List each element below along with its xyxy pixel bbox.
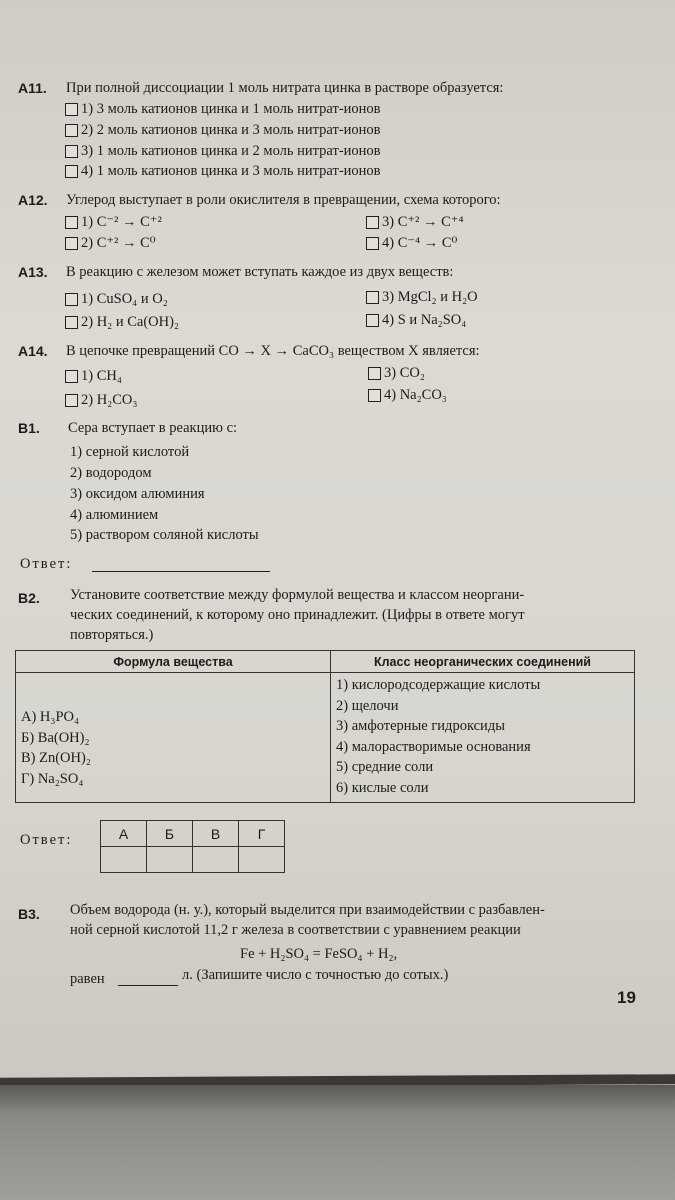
question-number: А14. bbox=[18, 343, 48, 359]
question-text: При полной диссоциации 1 моль нитрата цинка в растворе образуется: bbox=[66, 80, 504, 96]
checkbox[interactable] bbox=[65, 394, 78, 407]
page-number: 19 bbox=[617, 988, 636, 1007]
checkbox[interactable] bbox=[65, 316, 78, 329]
answer-field[interactable] bbox=[92, 556, 270, 572]
answer-field[interactable] bbox=[118, 970, 178, 986]
answer-grid-cell[interactable] bbox=[147, 847, 193, 873]
question-text-line: ческих соединений, к которому оно принадлежит. (Цифры в ответе могут bbox=[70, 607, 525, 623]
question-number: В3. bbox=[18, 906, 40, 922]
question-number: А11. bbox=[18, 80, 47, 96]
list-item: 1) серной кислотой bbox=[70, 444, 190, 460]
checkbox[interactable] bbox=[65, 216, 78, 229]
answer-option[interactable] bbox=[65, 313, 179, 332]
option-label: 2) 2 моль катионов цинка и 3 моль нитрат-ионов bbox=[81, 122, 381, 138]
answer-option[interactable] bbox=[65, 213, 162, 232]
option-label: 3) 1 моль катионов цинка и 2 моль нитрат-ионов bbox=[81, 143, 381, 159]
answer-option[interactable] bbox=[65, 234, 156, 253]
question-number: В2. bbox=[18, 590, 40, 606]
checkbox[interactable] bbox=[368, 389, 381, 402]
class-item: 5) средние соли bbox=[336, 759, 434, 775]
class-item: 3) амфотерные гидроксиды bbox=[336, 718, 505, 734]
answer-label: Ответ: bbox=[20, 556, 73, 572]
option-label: 4) S и Na₂SO₄ bbox=[382, 312, 467, 328]
checkbox[interactable] bbox=[366, 291, 379, 304]
option-label: 2) C⁺² → C⁰ bbox=[81, 235, 156, 251]
question-text-line: ной серной кислотой 11,2 г железа в соответствии с уравнением реакции bbox=[70, 922, 521, 938]
formula-item: А) H₃PO₄ bbox=[21, 709, 80, 725]
answer-option[interactable] bbox=[65, 142, 381, 161]
answer-grid-cell[interactable] bbox=[239, 847, 285, 873]
answer-grid-cell[interactable] bbox=[193, 847, 239, 873]
option-label: 1) 3 моль катионов цинка и 1 моль нитрат-ионов bbox=[81, 101, 381, 117]
checkbox[interactable] bbox=[65, 145, 78, 158]
class-item: 4) малорастворимые основания bbox=[336, 738, 531, 755]
checkbox[interactable] bbox=[65, 293, 78, 306]
question-text-line: повторяться.) bbox=[70, 627, 154, 643]
answer-option[interactable] bbox=[366, 288, 478, 307]
option-label: 3) MgCl₂ и H₂O bbox=[382, 289, 478, 305]
answer-option[interactable] bbox=[368, 364, 425, 383]
checkbox[interactable] bbox=[366, 314, 379, 327]
list-item: 3) оксидом алюминия bbox=[70, 486, 205, 502]
background-surface bbox=[0, 1085, 675, 1200]
checkbox[interactable] bbox=[366, 237, 379, 250]
reaction-equation: Fe + H₂SO₄ = FeSO₄ + H₂, bbox=[240, 946, 398, 962]
option-label: 1) CH₄ bbox=[81, 368, 122, 384]
option-label: 2) H₂CO₃ bbox=[81, 392, 138, 408]
option-label: 4) C⁻⁴ → C⁰ bbox=[382, 235, 458, 251]
matching-table bbox=[15, 650, 635, 803]
checkbox[interactable] bbox=[65, 103, 78, 116]
answer-option[interactable] bbox=[366, 311, 466, 330]
answer-option[interactable] bbox=[366, 213, 464, 232]
option-label: 2) H₂ и Ca(OH)₂ bbox=[81, 314, 180, 330]
checkbox[interactable] bbox=[65, 165, 78, 178]
answer-option[interactable] bbox=[65, 162, 381, 181]
answer-option[interactable] bbox=[368, 386, 447, 405]
column-header: Формула вещества bbox=[16, 651, 331, 673]
list-item: 4) алюминием bbox=[70, 507, 159, 523]
option-label: 4) 1 моль катионов цинка и 3 моль нитрат-ионов bbox=[81, 163, 381, 179]
question-text: В цепочке превращений CO → X → CaCO₃ веществом X является: bbox=[66, 343, 480, 359]
option-label: 4) Na₂CO₃ bbox=[384, 387, 447, 403]
answer-grid bbox=[100, 820, 285, 873]
answer-option[interactable] bbox=[65, 290, 168, 309]
answer-option[interactable] bbox=[366, 234, 457, 253]
answer-option[interactable] bbox=[65, 121, 381, 140]
class-column bbox=[331, 673, 635, 803]
checkbox[interactable] bbox=[366, 216, 379, 229]
checkbox[interactable] bbox=[368, 367, 381, 380]
question-text: В реакцию с железом может вступать каждое из двух веществ: bbox=[66, 264, 454, 280]
answer-option[interactable] bbox=[65, 367, 122, 386]
list-item: 2) водородом bbox=[70, 465, 152, 481]
question-text-line: Установите соответствие между формулой вещества и классом неоргани- bbox=[70, 587, 525, 603]
list-item: 5) раствором соляной кислоты bbox=[70, 527, 259, 543]
answer-option[interactable] bbox=[65, 100, 381, 119]
answer-option[interactable] bbox=[65, 391, 137, 410]
question-text: Углерод выступает в роли окислителя в превращении, схема которого: bbox=[66, 192, 501, 208]
checkbox[interactable] bbox=[65, 370, 78, 383]
answer-grid-header: А bbox=[101, 821, 147, 847]
formula-item: В) Zn(OH)₂ bbox=[21, 750, 91, 766]
question-text: Сера вступает в реакцию с: bbox=[68, 420, 238, 436]
option-label: 1) CuSO₄ и O₂ bbox=[81, 291, 168, 307]
answer-grid-cell[interactable] bbox=[101, 847, 147, 873]
option-label: 3) C⁺² → C⁺⁴ bbox=[382, 214, 464, 230]
formula-item: Г) Na₂SO₄ bbox=[21, 770, 84, 787]
answer-label: Ответ: bbox=[20, 832, 73, 848]
question-number: А12. bbox=[18, 192, 48, 208]
answer-prefix: равен bbox=[70, 971, 105, 987]
question-number: В1. bbox=[18, 420, 40, 436]
option-label: 1) C⁻² → C⁺² bbox=[81, 214, 162, 230]
formula-column bbox=[16, 673, 331, 803]
question-text-line: Объем водорода (н. у.), который выделится при взаимодействии с разбавлен- bbox=[70, 902, 545, 918]
answer-grid-header: В bbox=[193, 821, 239, 847]
option-label: 3) CO₂ bbox=[384, 365, 425, 381]
question-number: А13. bbox=[18, 264, 48, 280]
class-item: 6) кислые соли bbox=[336, 779, 429, 796]
answer-grid-header: Г bbox=[239, 821, 285, 847]
answer-suffix: л. (Запишите число с точностью до сотых.) bbox=[182, 967, 449, 983]
answer-grid-header: Б bbox=[147, 821, 193, 847]
class-item: 1) кислородсодержащие кислоты bbox=[336, 677, 541, 693]
class-item: 2) щелочи bbox=[336, 697, 399, 714]
column-header: Класс неорганических соединений bbox=[331, 651, 635, 673]
formula-item: Б) Ba(OH)₂ bbox=[21, 729, 90, 746]
checkbox[interactable] bbox=[65, 237, 78, 250]
checkbox[interactable] bbox=[65, 124, 78, 137]
